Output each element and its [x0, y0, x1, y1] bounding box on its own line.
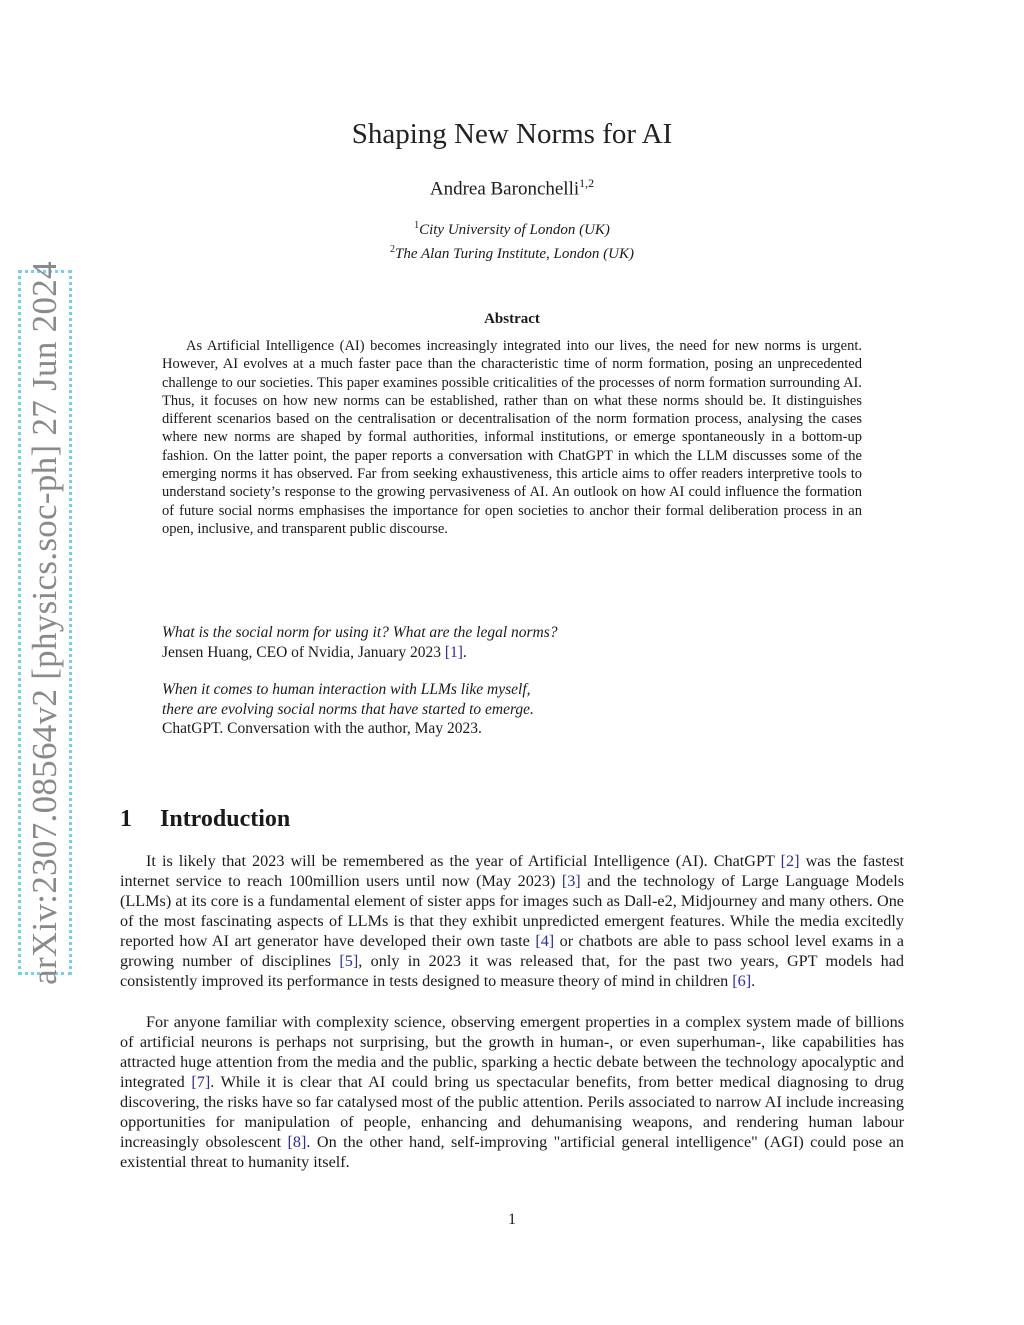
- citation-link[interactable]: [2]: [780, 852, 800, 870]
- quote-source: Jensen Huang, CEO of Nvidia, January 2023 [1].: [162, 643, 467, 661]
- citation-link[interactable]: [6]: [732, 972, 752, 990]
- citation-link[interactable]: [5]: [339, 952, 359, 970]
- arxiv-stamp: [18, 260, 72, 985]
- arxiv-identifier: arXiv:2307.08564v2 [physics.soc-ph] 27 Jun 2024: [25, 260, 64, 985]
- affiliation-1: $^1$City University of London (UK): [414, 220, 610, 238]
- epigraph-quote-2: [162, 680, 722, 739]
- citation-link[interactable]: [8]: [287, 1133, 307, 1151]
- citation-link[interactable]: [3]: [561, 872, 581, 890]
- section-number: 1: [120, 806, 132, 832]
- affiliation-2: $^2$The Alan Turing Institute, London (UK): [390, 244, 634, 262]
- quote-source: ChatGPT. Conversation with the author, May 2023.: [162, 720, 482, 737]
- intro-paragraph-1: It is likely that 2023 will be remembered as the year of Artificial Intelligence (AI). ChatGPT [2] was the fastest internet service to reach 100million users until now (May 2023) [3] and the technology of Large Language Models (LLMs) at its core is a fundamental element of sister apps for images such as Dall-e2, Midjourney and many others. One of the most fascinating aspects of LLMs is that they exhibit unpredicted emergent features. While the media excitedly reported how AI art generator have developed their own taste [4] or chatbots are able to pass school level exams in a growing number of disciplines [5], only in 2023 it was released that, for the past two years, GPT models had consistently improved its performance in tests designed to measure theory of mind in children [6].: [120, 852, 905, 990]
- quote-text: What is the social norm for using it? What are the legal norms?: [162, 624, 558, 641]
- quote-text-line-1: When it comes to human interaction with LLMs like myself,: [162, 681, 531, 698]
- intro-paragraph-2: For anyone familiar with complexity science, observing emergent properties in a complex system made of billions of artificial neurons is perhaps not surprising, but the growth in human-, or even superhuman-, like capabilities has attracted huge attention from the media and the public, sparking a hectic debate between the technology apocalyptic and integrated [7]. While it is clear that AI could bring us spectacular benefits, from better medical diagnosing to drug discovering, the risks have so far catalysed most of the public attention. Perils associated to narrow AI include increasing opportunities for manipulation of people, enhancing and dehumanising weapons, and rendering human labour increasingly obsolescent [8]. On the other hand, self-improving "artificial general intelligence" (AGI) could pose an existential threat to humanity itself.: [120, 1013, 905, 1171]
- epigraph-quote-1: [162, 623, 722, 662]
- page-number: 1: [508, 1211, 516, 1228]
- abstract-text: As Artificial Intelligence (AI) becomes increasingly integrated into our lives, the need for new norms is urgent. However, AI evolves at a much faster pace than the characteristic time of norm formation, posing an unprecedented challenge to our societies. This paper examines possible criticalities of the processes of norm formation surrounding AI. Thus, it focuses on how new norms can be established, rather than on what these norms should be. It distinguishes different scenarios based on the centralisation or decentralisation of the norm formation process, analysing the cases where new norms are shaped by formal authorities, informal institutions, or emerge spontaneously in a bottom-up fashion. On the latter point, the paper reports a conversation with ChatGPT in which the LLM discusses some of the emerging norms it has observed. Far from seeking exhaustiveness, this article aims to offer readers interpretive tools to understand society’s response to the growing pervasiveness of AI. An outlook on how AI could influence the formation of future social norms emphasises the importance for open societies to anchor their formal deliberation process in an open, inclusive, and transparent public discourse.: [162, 338, 862, 537]
- author-line: [0, 176, 1024, 200]
- affiliations: [0, 216, 1024, 264]
- citation-link[interactable]: [4]: [535, 932, 555, 950]
- quote-text-line-2: there are evolving social norms that have started to emerge.: [162, 700, 534, 718]
- author-affiliation-marks: 1,2: [579, 176, 595, 190]
- paper-title: Shaping New Norms for AI: [351, 118, 673, 150]
- citation-link[interactable]: [7]: [191, 1073, 211, 1091]
- section-heading-introduction: [120, 806, 290, 833]
- author-name: Andrea Baronchelli: [429, 178, 580, 200]
- abstract-heading: Abstract: [484, 311, 540, 327]
- citation-link[interactable]: [1]: [444, 643, 463, 661]
- section-title: Introduction: [160, 806, 291, 832]
